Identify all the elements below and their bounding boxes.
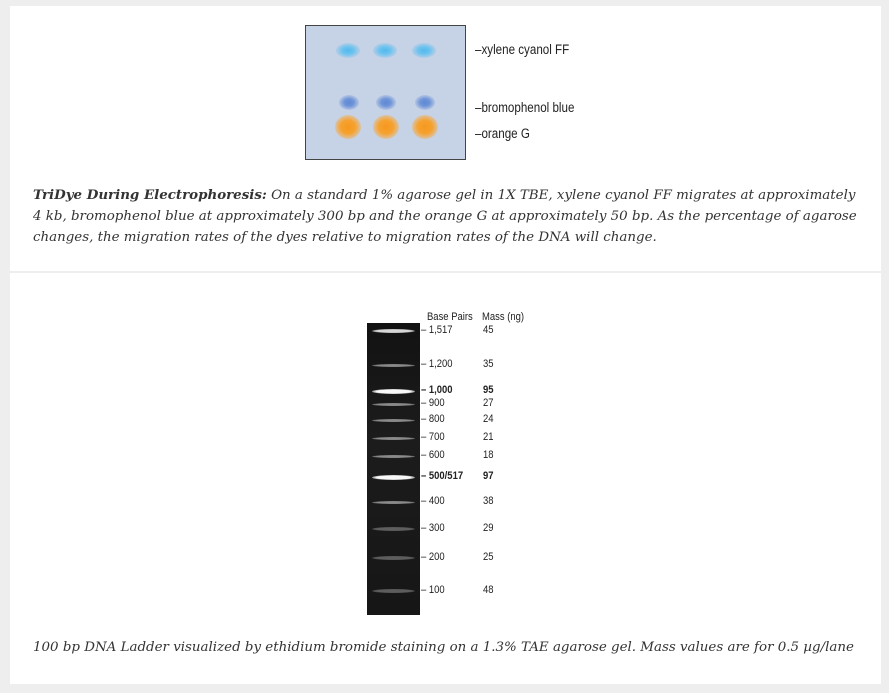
tridye-gel-image bbox=[305, 25, 466, 160]
ladder-caption: 100 bp DNA Ladder visualized by ethidium bromide staining on a 1.3% TAE agarose gel. Mass values are for 0.5 µg/lane bbox=[33, 640, 854, 655]
xylene-cyanol-label: –xylene cyanol FF bbox=[475, 42, 570, 57]
bp-label: – 1,200 bbox=[421, 358, 453, 370]
ladder-figure-card bbox=[10, 273, 881, 684]
tridye-caption-text: On a standard 1% agarose gel in 1X TBE, xylene cyanol FF migrates at approximately 4 kb, bromophenol blue at approximately 300 bp and the orange G at approximately 50 bp. As the percentage of agarose changes, the migration rates of the dyes relative to migration rates of the DNA will change. bbox=[33, 188, 857, 245]
bromophenol-blue-spot bbox=[339, 95, 359, 110]
mass-label: 38 bbox=[483, 495, 494, 507]
base-pairs-header: Base Pairs bbox=[427, 311, 473, 323]
orange-g-label: –orange G bbox=[475, 126, 530, 141]
bp-label: – 500/517 bbox=[421, 470, 464, 482]
ladder-gel-image bbox=[367, 323, 420, 615]
mass-label: 35 bbox=[483, 358, 494, 370]
tridye-figure-card bbox=[10, 6, 881, 271]
xylene-cyanol-spot bbox=[373, 43, 397, 58]
bp-label: – 100 bbox=[421, 584, 445, 596]
bp-label: – 900 bbox=[421, 397, 445, 409]
ladder-band-900 bbox=[372, 403, 415, 406]
mass-label: 29 bbox=[483, 522, 494, 534]
xylene-cyanol-spot bbox=[412, 43, 436, 58]
ladder-band-100 bbox=[372, 589, 415, 593]
tridye-caption-title: TriDye During Electrophoresis: bbox=[33, 187, 267, 203]
xylene-cyanol-spot bbox=[336, 43, 360, 58]
mass-label: 45 bbox=[483, 324, 494, 336]
mass-label: 24 bbox=[483, 413, 494, 425]
mass-label: 18 bbox=[483, 449, 494, 461]
bromophenol-blue-spot bbox=[415, 95, 435, 110]
ladder-band-1-000 bbox=[372, 389, 415, 394]
mass-label: 97 bbox=[483, 470, 494, 482]
bp-label: – 1,000 bbox=[421, 384, 453, 396]
ladder-band-1-200 bbox=[372, 364, 415, 367]
mass-label: 95 bbox=[483, 384, 494, 396]
bp-label: – 400 bbox=[421, 495, 445, 507]
ladder-band-300 bbox=[372, 527, 415, 531]
bp-label: – 700 bbox=[421, 431, 445, 443]
ladder-band-800 bbox=[372, 419, 415, 422]
tridye-caption bbox=[33, 185, 863, 248]
bromophenol-blue-label: –bromophenol blue bbox=[475, 100, 575, 115]
ladder-band-1-517 bbox=[372, 329, 415, 333]
bp-label: – 200 bbox=[421, 551, 445, 563]
orange-g-spot bbox=[412, 115, 438, 139]
mass-label: 25 bbox=[483, 551, 494, 563]
mass-label: 27 bbox=[483, 397, 494, 409]
ladder-band-700 bbox=[372, 437, 415, 440]
bp-label: – 800 bbox=[421, 413, 445, 425]
mass-label: 21 bbox=[483, 431, 494, 443]
bromophenol-blue-spot bbox=[376, 95, 396, 110]
orange-g-spot bbox=[335, 115, 361, 139]
ladder-band-200 bbox=[372, 556, 415, 560]
mass-header: Mass (ng) bbox=[482, 311, 525, 323]
orange-g-spot bbox=[373, 115, 399, 139]
bp-label: – 600 bbox=[421, 449, 445, 461]
ladder-band-500-517 bbox=[372, 475, 415, 480]
bp-label: – 300 bbox=[421, 522, 445, 534]
ladder-band-600 bbox=[372, 455, 415, 458]
mass-label: 48 bbox=[483, 584, 494, 596]
bp-label: – 1,517 bbox=[421, 324, 453, 336]
ladder-band-400 bbox=[372, 501, 415, 504]
